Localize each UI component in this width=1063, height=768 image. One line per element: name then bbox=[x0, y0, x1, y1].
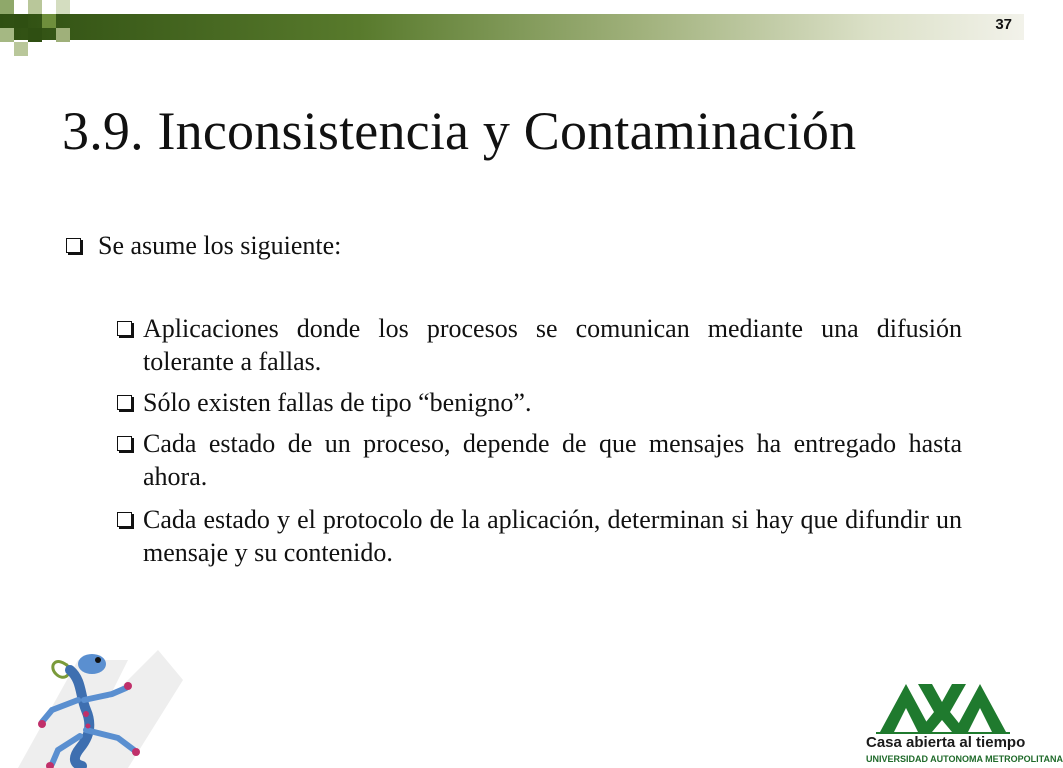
bullet-text: Se asume los siguiente: bbox=[98, 231, 342, 260]
square-bullet-icon bbox=[66, 238, 81, 253]
page-number: 37 bbox=[995, 16, 1012, 33]
header-square bbox=[42, 14, 56, 28]
gecko-mascot-icon bbox=[8, 640, 188, 768]
header-square bbox=[56, 0, 70, 14]
subbullet-text: Cada estado y el protocolo de la aplicación, determinan si hay que difundir un mensaje y su contenido. bbox=[143, 505, 962, 567]
uam-logo-mark-icon bbox=[866, 678, 1018, 734]
header-square bbox=[0, 28, 14, 42]
subbullet-text: Aplicaciones donde los procesos se comunican mediante una difusión tolerante a fallas. bbox=[143, 314, 962, 376]
header-square bbox=[14, 14, 28, 28]
logo-university-name: UNIVERSIDAD AUTONOMA METROPOLITANA bbox=[866, 754, 1063, 764]
square-bullet-icon bbox=[117, 321, 132, 336]
header-square bbox=[28, 28, 42, 42]
subbullet-item bbox=[117, 312, 962, 378]
subbullet-text: Sólo existen fallas de tipo “benigno”. bbox=[143, 388, 532, 417]
subbullet-item bbox=[117, 386, 962, 419]
bullet-item bbox=[66, 229, 341, 262]
square-bullet-icon bbox=[117, 436, 132, 451]
subbullet-text: Cada estado de un proceso, depende de que mensajes ha entregado hasta ahora. bbox=[143, 429, 962, 491]
header-square bbox=[0, 0, 14, 14]
subbullet-item bbox=[117, 427, 962, 493]
header-square bbox=[28, 0, 42, 14]
square-bullet-icon bbox=[117, 512, 132, 527]
slide-title: 3.9. Inconsistencia y Contaminación bbox=[62, 101, 857, 161]
header-square bbox=[14, 42, 28, 56]
header-bar bbox=[0, 14, 1024, 40]
uam-logo bbox=[866, 678, 1063, 768]
square-bullet-icon bbox=[117, 395, 132, 410]
subbullet-item bbox=[117, 503, 962, 569]
logo-tagline: Casa abierta al tiempo bbox=[866, 734, 1026, 751]
header-square bbox=[56, 28, 70, 42]
